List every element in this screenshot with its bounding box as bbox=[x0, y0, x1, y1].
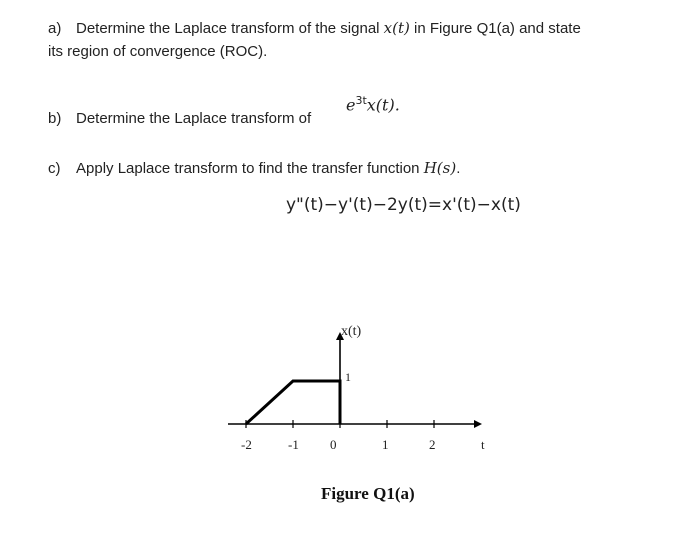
question-b-label: b) bbox=[48, 110, 62, 127]
figure-caption: Figure Q1(a) bbox=[321, 484, 415, 503]
x-tick-label-2: 2 bbox=[429, 437, 436, 452]
question-c-text-post: . bbox=[456, 160, 461, 177]
question-a-label: a) bbox=[48, 20, 62, 37]
question-a-signal-symbol: x(t) bbox=[383, 19, 410, 37]
x-tick-label-1: 1 bbox=[382, 437, 389, 452]
question-c-transfer-symbol: H(s) bbox=[423, 159, 457, 177]
x-tick-labels bbox=[241, 437, 436, 452]
y-axis-label: x(t) bbox=[341, 324, 362, 339]
question-a-text-pre: Determine the Laplace transform of the signal bbox=[76, 20, 384, 37]
question-b-exp-rest: x(t). bbox=[366, 95, 400, 115]
x-tick-label--1: -1 bbox=[288, 437, 299, 452]
level-label: 1 bbox=[345, 370, 351, 384]
signal-x-of-t bbox=[246, 381, 340, 424]
question-a-text-post: in Figure Q1(a) and state bbox=[409, 20, 581, 37]
question-c-text-pre: Apply Laplace transform to find the transfer function bbox=[76, 160, 424, 177]
question-b-exp-sup: 3t bbox=[355, 94, 367, 107]
question-a-line-2: its region of convergence (ROC). bbox=[48, 43, 268, 60]
question-c-equation: y"(t)−y'(t)−2y(t)=x'(t)−x(t) bbox=[286, 195, 521, 215]
question-c-label: c) bbox=[48, 160, 61, 177]
question-b-exp-base: e bbox=[346, 95, 356, 115]
x-axis-label: t bbox=[481, 437, 485, 452]
question-b-text: Determine the Laplace transform of bbox=[76, 110, 312, 127]
x-tick-label-0: 0 bbox=[330, 437, 337, 452]
x-tick-label--2: -2 bbox=[241, 437, 252, 452]
